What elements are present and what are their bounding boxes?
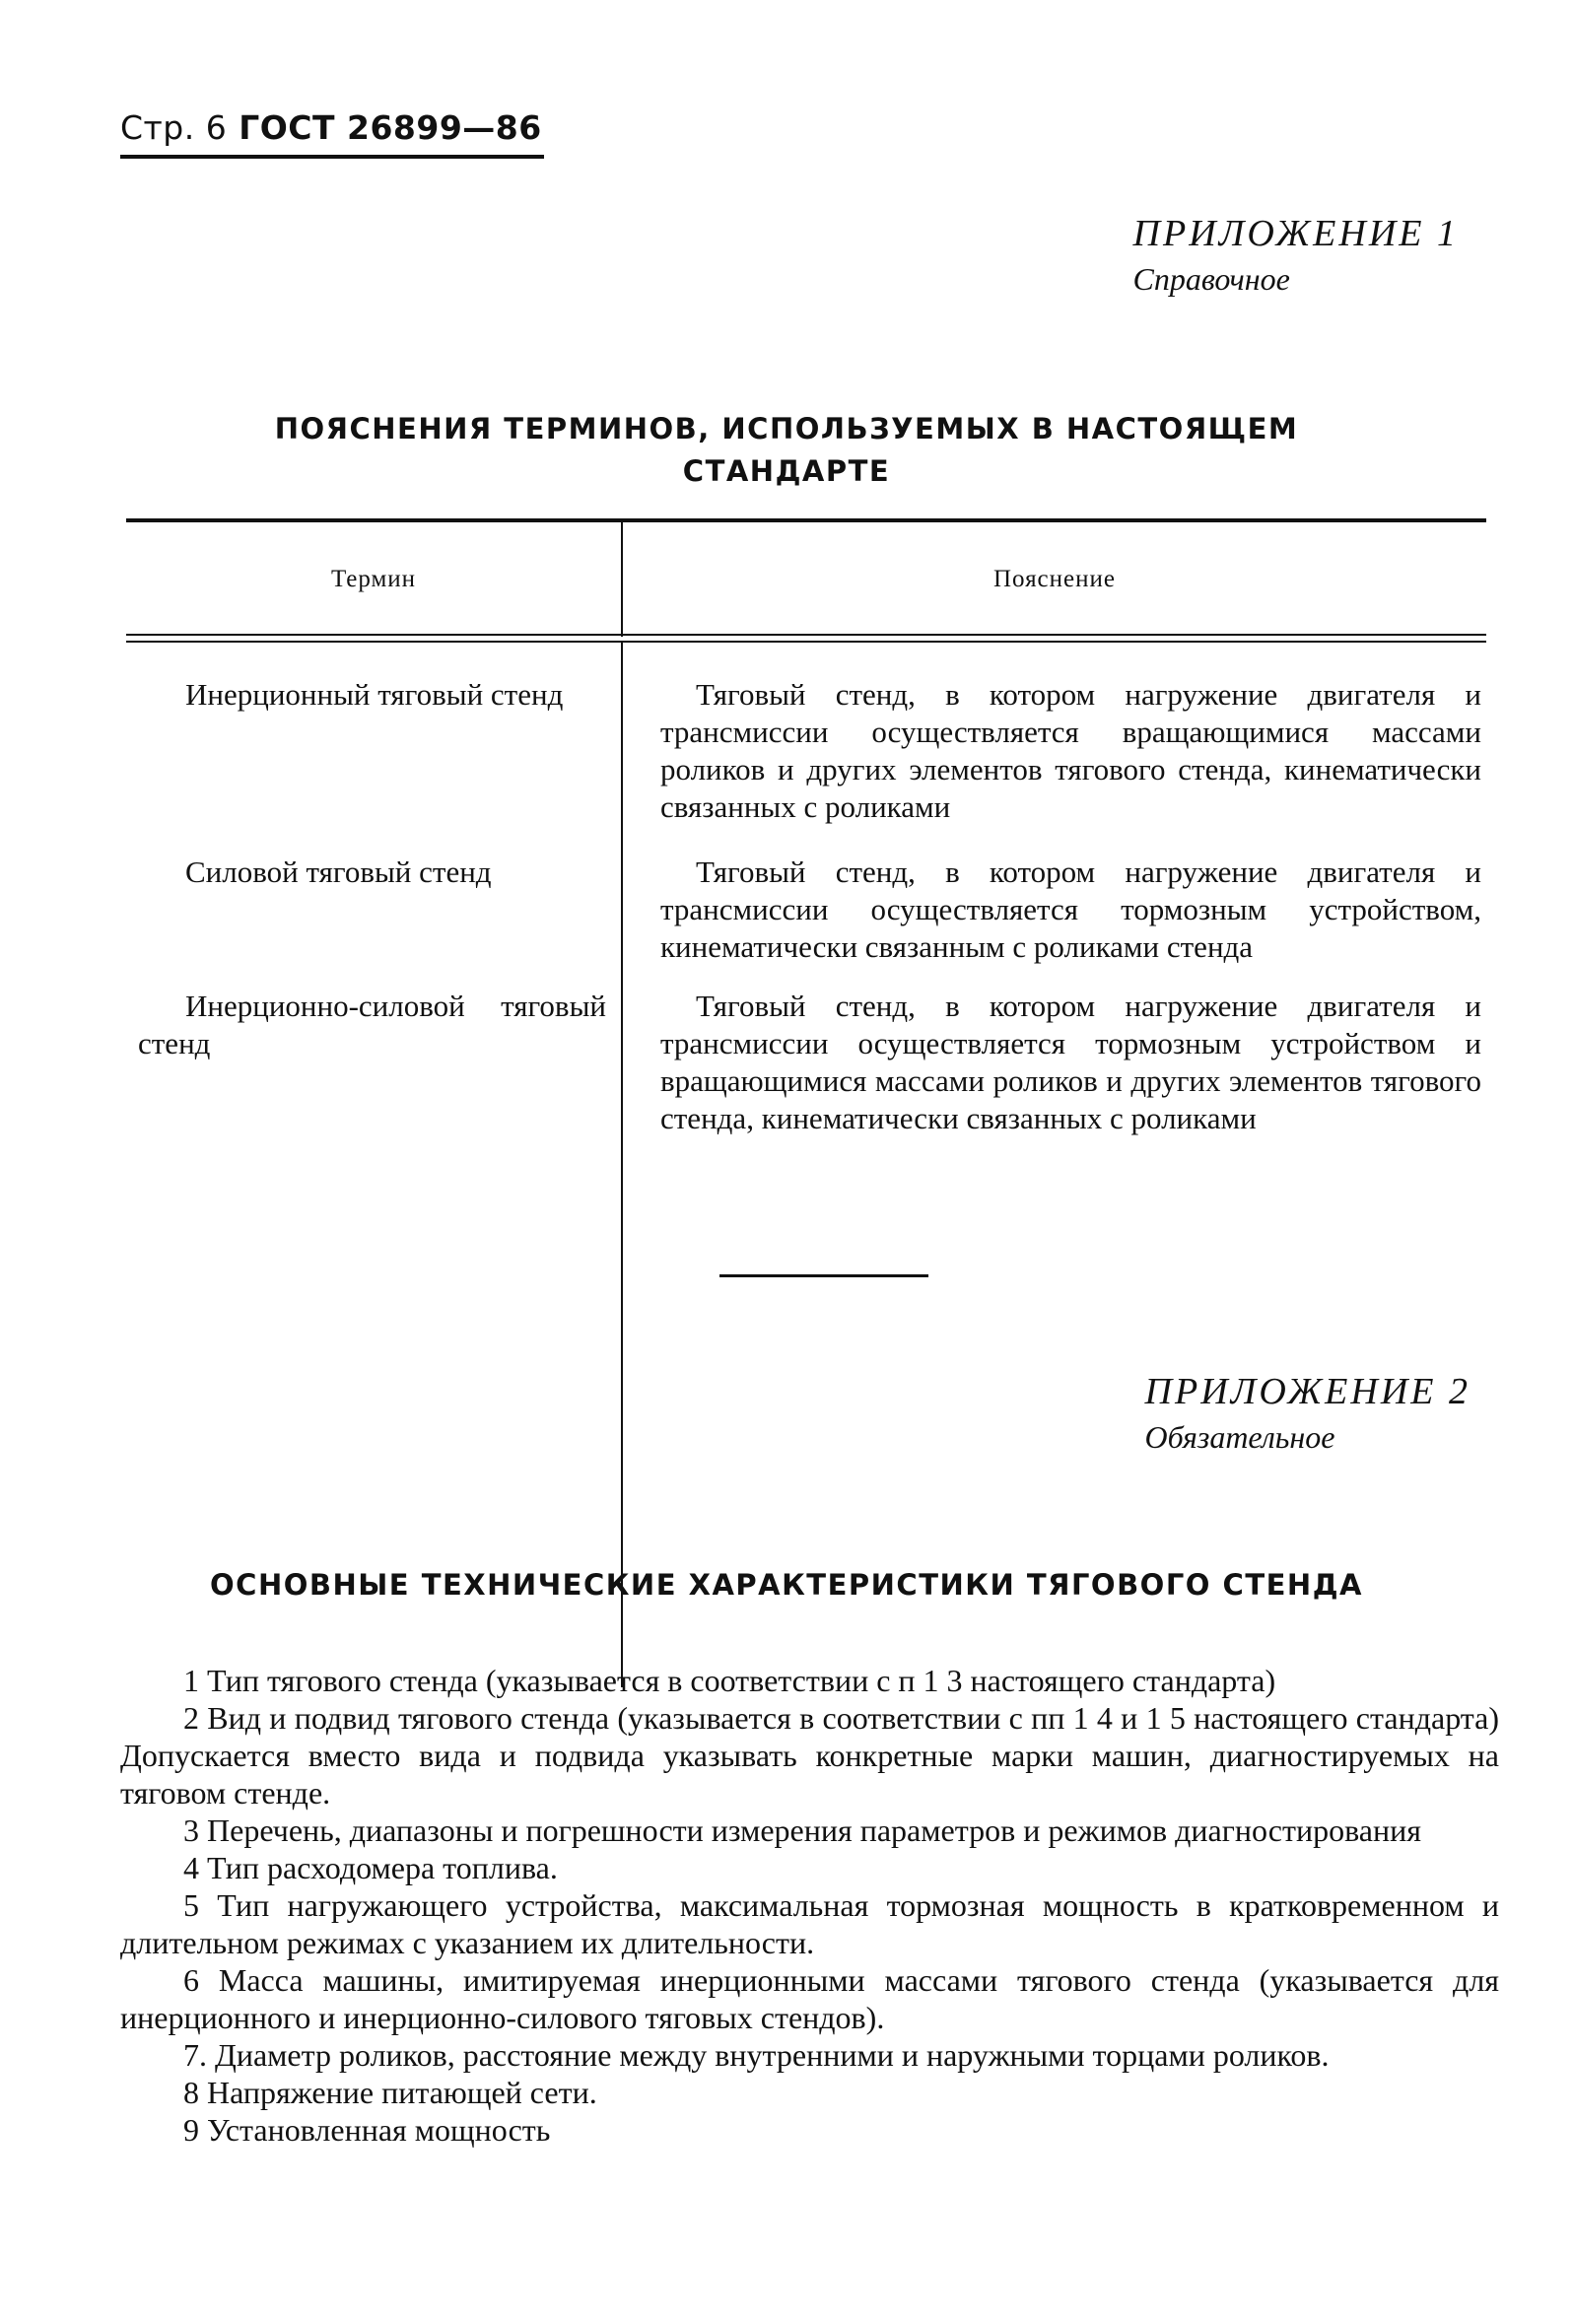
- table-top-rule: [126, 518, 1486, 522]
- appendix1-subtitle: Справочное: [1132, 261, 1290, 297]
- appendix1-heading: [0, 408, 1573, 493]
- characteristics-list: [120, 1662, 1499, 2149]
- row-explanation: Тяговый стенд, в котором нагружение двигателя и трансмиссии осуществляется вращающимися массами роликов и других элементов тягового стенда, кинематически связанных с роликами: [660, 677, 1481, 824]
- row-term: Инерционно-силовой тяговый стенд: [138, 989, 606, 1060]
- row-explanation: Тяговый стенд, в котором нагружение двигателя и трансмиссии осуществляется тормозным устройством, кинематически связанным с роликами стенда: [660, 854, 1481, 964]
- appendix1-heading-line1: ПОЯСНЕНИЯ ТЕРМИНОВ, ИСПОЛЬЗУЕМЫХ В НАСТОЯЩЕМ: [274, 412, 1299, 445]
- list-item: 8 Напряжение питающей сети.: [183, 2075, 597, 2110]
- appendix2-label: [1145, 1370, 1470, 1456]
- row-term: Инерционный тяговый стенд: [185, 677, 564, 712]
- list-item: 4 Тип расходомера топлива.: [183, 1850, 558, 1885]
- standard-code: ГОСТ 26899—86: [239, 108, 542, 147]
- header-rule: [120, 155, 544, 159]
- appendix1-heading-line2: СТАНДАРТЕ: [682, 454, 891, 488]
- list-item: 7. Диаметр роликов, расстояние между внутренними и наружными торцами роликов.: [183, 2037, 1330, 2073]
- table-body-divider: [621, 643, 623, 1687]
- appendix2-heading: ОСНОВНЫЕ ТЕХНИЧЕСКИЕ ХАРАКТЕРИСТИКИ ТЯГОВОГО СТЕНДА: [210, 1568, 1363, 1602]
- table-header-rule-1: [126, 634, 1486, 636]
- row-explanation: Тяговый стенд, в котором нагружение двигателя и трансмиссии осуществляется тормозным устройством и вращающимися массами роликов и других элементов тягового стенда, кинематически связанных с роликами: [660, 989, 1481, 1135]
- appendix2-title: ПРИЛОЖЕНИЕ 2: [1144, 1371, 1470, 1412]
- column-header-term: Термин: [330, 566, 417, 592]
- list-item: 6 Масса машины, имитируемая инерционными массами тягового стенда (указывается для инерционного и инерционно-силового тяговых стендов).: [120, 1962, 1499, 2035]
- page-number: Стр. 6: [120, 108, 228, 147]
- list-item: 1 Тип тягового стенда (указывается в соответствии с п 1 3 настоящего стандарта): [183, 1663, 1276, 1698]
- appendix2-subtitle: Обязательное: [1144, 1419, 1335, 1455]
- table-header-rule-2: [126, 641, 1486, 643]
- row-term: Силовой тяговый стенд: [185, 854, 492, 889]
- section-separator: [719, 1274, 928, 1277]
- column-header-explanation: Пояснение: [992, 566, 1116, 592]
- list-item: 9 Установленная мощность: [183, 2112, 551, 2148]
- list-item: 3 Перечень, диапазоны и погрешности измерения параметров и режимов диагностирования: [183, 1812, 1421, 1848]
- list-item: 5 Тип нагружающего устройства, максимальная тормозная мощность в кратковременном и длительном режимах с указанием их длительности.: [120, 1887, 1499, 1960]
- list-item: 2 Вид и подвид тягового стенда (указывается в соответствии с пп 1 4 и 1 5 настоящего стандарта) Допускается вместо вида и подвида указывать конкретные марки машин, диагностируемых на тяговом стенде.: [120, 1700, 1499, 1811]
- appendix1-title: ПРИЛОЖЕНИЕ 1: [1132, 213, 1459, 254]
- page-header: [120, 108, 542, 147]
- appendix1-label: [1133, 212, 1459, 298]
